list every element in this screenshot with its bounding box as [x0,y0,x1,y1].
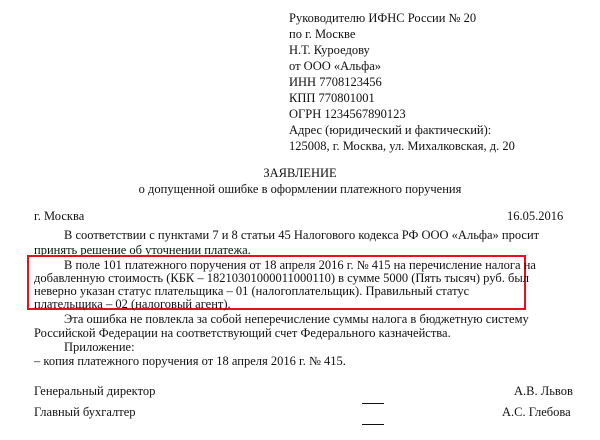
addressee-line: по г. Москве [289,27,356,41]
signature-line [362,403,384,404]
paragraph-line: плательщика – 02 (налоговый агент). [34,297,231,311]
addressee-line: КПП 770801001 [289,91,375,105]
paragraph-line: принять решение об уточнении платежа. [34,243,251,257]
paragraph-line: Российской Федерации на соответствующий счет Федерального казначейства. [34,326,451,340]
paragraph-line: В поле 101 платежного поручения от 18 апреля 2016 г. № 415 на перечисление налога на [64,258,536,272]
signature-name: А.В. Львов [514,384,573,398]
date: 16.05.2016 [507,209,564,223]
attachment-label: Приложение: [64,340,135,354]
addressee-line: Адрес (юридический и фактический): [289,123,492,137]
attachment-item: – копия платежного поручения от 18 апреля 2016 г. № 415. [34,354,346,368]
paragraph-line: Эта ошибка не повлекла за собой неперечисление суммы налога в бюджетную систему [64,312,529,326]
paragraph-line: неверно указан статус плательщика – 01 (налогоплательщик). Правильный статус [34,284,470,298]
addressee-line: ОГРН 1234567890123 [289,107,406,121]
addressee-line: от ООО «Альфа» [289,59,381,73]
document-title: ЗАЯВЛЕНИЕ [263,166,337,180]
document-subtitle: о допущенной ошибке в оформлении платежного поручения [138,182,462,196]
place: г. Москва [34,209,85,223]
signature-line [362,424,384,425]
addressee-line: Н.Т. Куроедову [289,43,370,57]
signature-name: А.С. Глебова [502,405,571,419]
addressee-line: 125008, г. Москва, ул. Михалковская, д. 20 [289,139,515,153]
addressee-line: Руководителю ИФНС России № 20 [289,11,477,25]
paragraph-line: В соответствии с пунктами 7 и 8 статьи 45 Налогового кодекса РФ ООО «Альфа» просит [64,228,540,242]
signature-role: Главный бухгалтер [34,405,136,419]
paragraph-line: добавленную стоимость (КБК – 18210301000011000110) в сумме 5000 (Пять тысяч) руб. был [34,271,529,285]
addressee-line: ИНН 7708123456 [289,75,382,89]
signature-role: Генеральный директор [34,384,156,398]
